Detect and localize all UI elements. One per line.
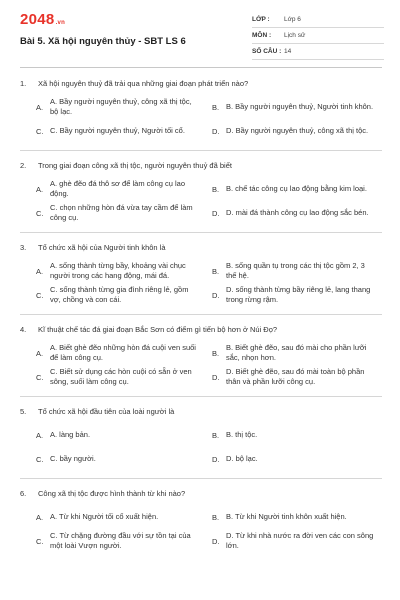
- option-letter: B.: [212, 348, 220, 358]
- document-title: Bài 5. Xã hội nguyên thủy - SBT LS 6: [20, 36, 186, 47]
- question-stem: [20, 324, 382, 335]
- option-letter: B.: [212, 102, 220, 112]
- question-number: 6.: [20, 489, 27, 498]
- answer-option-c[interactable]: [36, 283, 206, 307]
- question-divider: [20, 396, 382, 397]
- answer-option-b[interactable]: [212, 259, 382, 283]
- question-divider: [20, 232, 382, 233]
- answer-option-c[interactable]: [36, 365, 206, 389]
- question-stem: [20, 242, 382, 253]
- question-list: [20, 78, 382, 553]
- answer-option-d[interactable]: [212, 529, 382, 553]
- answer-option-a[interactable]: [36, 95, 206, 119]
- question-text: Tổ chức xã hội đầu tiên của loài người là: [38, 407, 175, 416]
- question-number: 5.: [20, 407, 27, 416]
- option-letter: D.: [212, 126, 220, 136]
- answer-option-b[interactable]: [212, 95, 382, 119]
- option-text: B. Từ khi Người tinh khôn xuất hiện.: [226, 512, 347, 521]
- option-text: D. Biết ghè đẽo, sau đó mài toàn bộ phần thân và phần lưỡi công cụ.: [226, 367, 365, 386]
- option-letter: B.: [212, 512, 220, 522]
- option-text: D. Từ khi nhà nước ra đời ven các con sông lớn.: [226, 531, 374, 550]
- question-text: Xã hội nguyên thuỷ đã trải qua những giai đoạn phát triển nào?: [38, 79, 249, 88]
- meta-info-table: [252, 14, 384, 62]
- question-divider: [20, 314, 382, 315]
- option-letter: A.: [36, 512, 44, 522]
- meta-row-class: [252, 14, 384, 28]
- option-text: A. làng bản.: [50, 430, 91, 439]
- option-text: B. chế tác công cụ lao động bằng kim loại.: [226, 184, 367, 193]
- option-text: B. Biết ghè đẽo, sau đó mài cho phần lưỡi sắc, nhọn hơn.: [226, 343, 367, 362]
- option-letter: D.: [212, 290, 220, 300]
- answer-option-a[interactable]: [36, 423, 206, 447]
- option-text: B. thị tộc.: [226, 430, 258, 439]
- answer-options: [36, 341, 382, 389]
- question-item: [20, 488, 382, 553]
- meta-key: LỚP :: [252, 16, 270, 23]
- option-text: A. Từ khi Người tối cổ xuất hiện.: [50, 512, 159, 521]
- answer-option-a[interactable]: [36, 259, 206, 283]
- question-divider: [20, 150, 382, 151]
- answer-option-a[interactable]: [36, 177, 206, 201]
- option-letter: D.: [212, 372, 220, 382]
- option-text: C. Bầy người nguyên thuỷ, Người tối cổ.: [50, 126, 185, 135]
- option-letter: C.: [36, 372, 44, 382]
- meta-row-count: [252, 46, 384, 60]
- option-letter: B.: [212, 266, 220, 276]
- option-letter: C.: [36, 290, 44, 300]
- option-letter: A.: [36, 430, 44, 440]
- option-text: A. ghè đẽo đá thô sơ để làm công cụ lao động.: [50, 179, 186, 198]
- meta-key: MÔN :: [252, 32, 272, 39]
- option-letter: C.: [36, 454, 44, 464]
- answer-option-d[interactable]: [212, 447, 382, 471]
- meta-value: Lớp 6: [284, 16, 301, 23]
- option-letter: B.: [212, 430, 220, 440]
- question-stem: [20, 488, 382, 499]
- question-number: 2.: [20, 161, 27, 170]
- answer-option-b[interactable]: [212, 505, 382, 529]
- question-stem: [20, 160, 382, 171]
- option-letter: C.: [36, 126, 44, 136]
- answer-option-d[interactable]: [212, 119, 382, 143]
- option-letter: A.: [36, 348, 44, 358]
- page-header: [0, 0, 400, 64]
- option-text: D. mài đá thành công cụ lao động sắc bén.: [226, 208, 369, 217]
- answer-option-c[interactable]: [36, 447, 206, 471]
- question-item: [20, 324, 382, 389]
- question-number: 3.: [20, 243, 27, 252]
- option-letter: D.: [212, 208, 220, 218]
- question-number: 4.: [20, 325, 27, 334]
- answer-options: [36, 259, 382, 307]
- question-item: [20, 78, 382, 143]
- answer-option-a[interactable]: [36, 505, 206, 529]
- meta-value: 14: [284, 48, 292, 55]
- option-letter: C.: [36, 536, 44, 546]
- header-divider: [20, 67, 382, 68]
- option-text: D. Bầy người nguyên thuỷ, công xã thị tộc.: [226, 126, 369, 135]
- answer-option-c[interactable]: [36, 119, 206, 143]
- answer-option-a[interactable]: [36, 341, 206, 365]
- question-divider: [20, 478, 382, 479]
- meta-value: Lịch sử: [284, 32, 306, 39]
- option-letter: D.: [212, 536, 220, 546]
- answer-option-b[interactable]: [212, 423, 382, 447]
- answer-option-d[interactable]: [212, 201, 382, 225]
- answer-option-c[interactable]: [36, 201, 206, 225]
- option-letter: A.: [36, 102, 44, 112]
- answer-options: [36, 423, 382, 471]
- option-text: B. Bầy người nguyên thuỷ, Người tinh khôn.: [226, 102, 374, 111]
- option-text: A. sống thành từng bầy, khoảng vài chục người trong các hang động, mái đá.: [50, 261, 186, 280]
- option-text: C. sống thành từng gia đình riêng lẻ, gồm vợ, chồng và con cái.: [50, 285, 189, 304]
- answer-option-d[interactable]: [212, 283, 382, 307]
- question-item: [20, 160, 382, 225]
- meta-row-subject: [252, 30, 384, 44]
- answer-option-c[interactable]: [36, 529, 206, 553]
- question-text: Tổ chức xã hội của Người tinh khôn là: [38, 243, 166, 252]
- answer-option-d[interactable]: [212, 365, 382, 389]
- logo-main-text: 2048: [20, 11, 55, 28]
- option-text: D. bộ lạc.: [226, 454, 258, 463]
- option-text: C. bầy người.: [50, 454, 96, 463]
- answer-options: [36, 177, 382, 225]
- option-text: B. sống quần tụ trong các thị tộc gồm 2, 3 thế hệ.: [226, 261, 365, 280]
- option-text: C. Từ chặng đường đầu với sự tồn tại của một loài Vượn người.: [50, 531, 191, 550]
- answer-options: [36, 505, 382, 553]
- question-stem: [20, 78, 382, 89]
- question-item: [20, 242, 382, 307]
- question-text: Công xã thị tộc được hình thành từ khi nào?: [38, 489, 186, 498]
- question-stem: [20, 406, 382, 417]
- option-text: A. Bầy người nguyên thuỷ, công xã thị tộc, bộ lạc.: [50, 97, 192, 116]
- logo-domain-text: .vn: [55, 20, 66, 26]
- option-text: C. Biết sử dụng các hòn cuội có sẵn ở ven sông, suối làm công cụ.: [50, 367, 192, 386]
- meta-key: SỐ CÂU :: [252, 48, 282, 55]
- option-text: A. Biết ghè đẽo những hòn đá cuội ven suối để làm công cụ.: [50, 343, 196, 362]
- site-logo[interactable]: [20, 11, 65, 28]
- answer-option-b[interactable]: [212, 177, 382, 201]
- answer-options: [36, 95, 382, 143]
- question-number: 1.: [20, 79, 27, 88]
- option-letter: B.: [212, 184, 220, 194]
- option-letter: A.: [36, 266, 44, 276]
- question-text: Kĩ thuật chế tác đá giai đoạn Bắc Sơn có điểm gì tiến bộ hơn ở Núi Đọ?: [38, 325, 278, 334]
- question-item: [20, 406, 382, 471]
- question-text: Trong giai đoạn công xã thị tộc, người nguyên thuỷ đã biết: [38, 161, 232, 170]
- answer-option-b[interactable]: [212, 341, 382, 365]
- option-text: C. chọn những hòn đá vừa tay cầm để làm công cụ.: [50, 203, 193, 222]
- option-text: D. sống thành từng bầy riêng lẻ, lang thang trong rừng rậm.: [226, 285, 371, 304]
- option-letter: C.: [36, 208, 44, 218]
- option-letter: D.: [212, 454, 220, 464]
- option-letter: A.: [36, 184, 44, 194]
